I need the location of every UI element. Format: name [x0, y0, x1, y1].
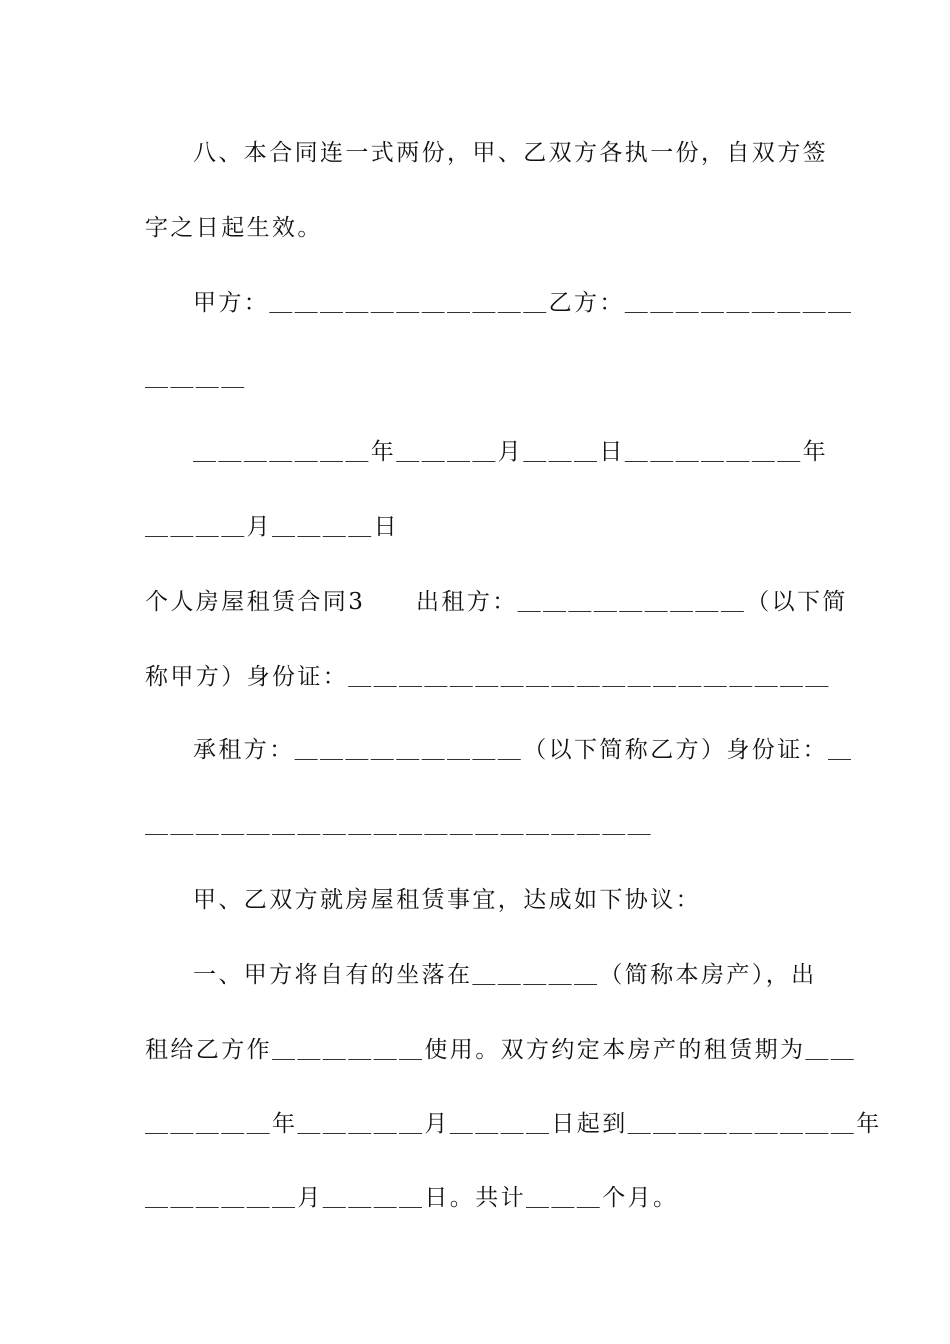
clause-1-line-3: ＿＿＿＿＿年＿＿＿＿＿月＿＿＿＿日起到＿＿＿＿＿＿＿＿＿年: [145, 1111, 882, 1137]
lessee-line: 承租方：＿＿＿＿＿＿＿＿＿（以下简称乙方）身份证：＿: [193, 737, 854, 763]
lessee-id-line: ＿＿＿＿＿＿＿＿＿＿＿＿＿＿＿＿＿＿＿＿: [145, 812, 653, 838]
date-line-2: ＿＿＿＿月＿＿＿＿日: [145, 514, 399, 540]
clause-8-line-2: 字之日起生效。: [145, 215, 323, 241]
clause-8-line-1: 八、本合同连一式两份，甲、乙双方各执一份，自双方签: [193, 140, 828, 166]
agreement-intro-line: 甲、乙双方就房屋租赁事宜，达成如下协议：: [193, 887, 701, 913]
clause-1-line-4: ＿＿＿＿＿＿月＿＿＿＿日。共计＿＿＿个月。: [145, 1185, 679, 1211]
contract-3-title-line: 个人房屋租赁合同3 出租方：＿＿＿＿＿＿＿＿＿（以下简: [145, 589, 848, 615]
lessor-id-line: 称甲方）身份证：＿＿＿＿＿＿＿＿＿＿＿＿＿＿＿＿＿＿＿: [145, 664, 831, 690]
signature-line-2: ＿＿＿＿: [145, 365, 247, 391]
clause-1-line-1: 一、甲方将自有的坐落在＿＿＿＿＿（简称本房产），出: [193, 962, 817, 988]
signature-line-1: 甲方：＿＿＿＿＿＿＿＿＿＿＿乙方：＿＿＿＿＿＿＿＿＿: [193, 290, 854, 316]
date-line-1: ＿＿＿＿＿＿＿年＿＿＿＿月＿＿＿日＿＿＿＿＿＿＿年: [193, 439, 828, 465]
clause-1-line-2: 租给乙方作＿＿＿＿＿＿使用。双方约定本房产的租赁期为＿＿: [145, 1037, 857, 1063]
